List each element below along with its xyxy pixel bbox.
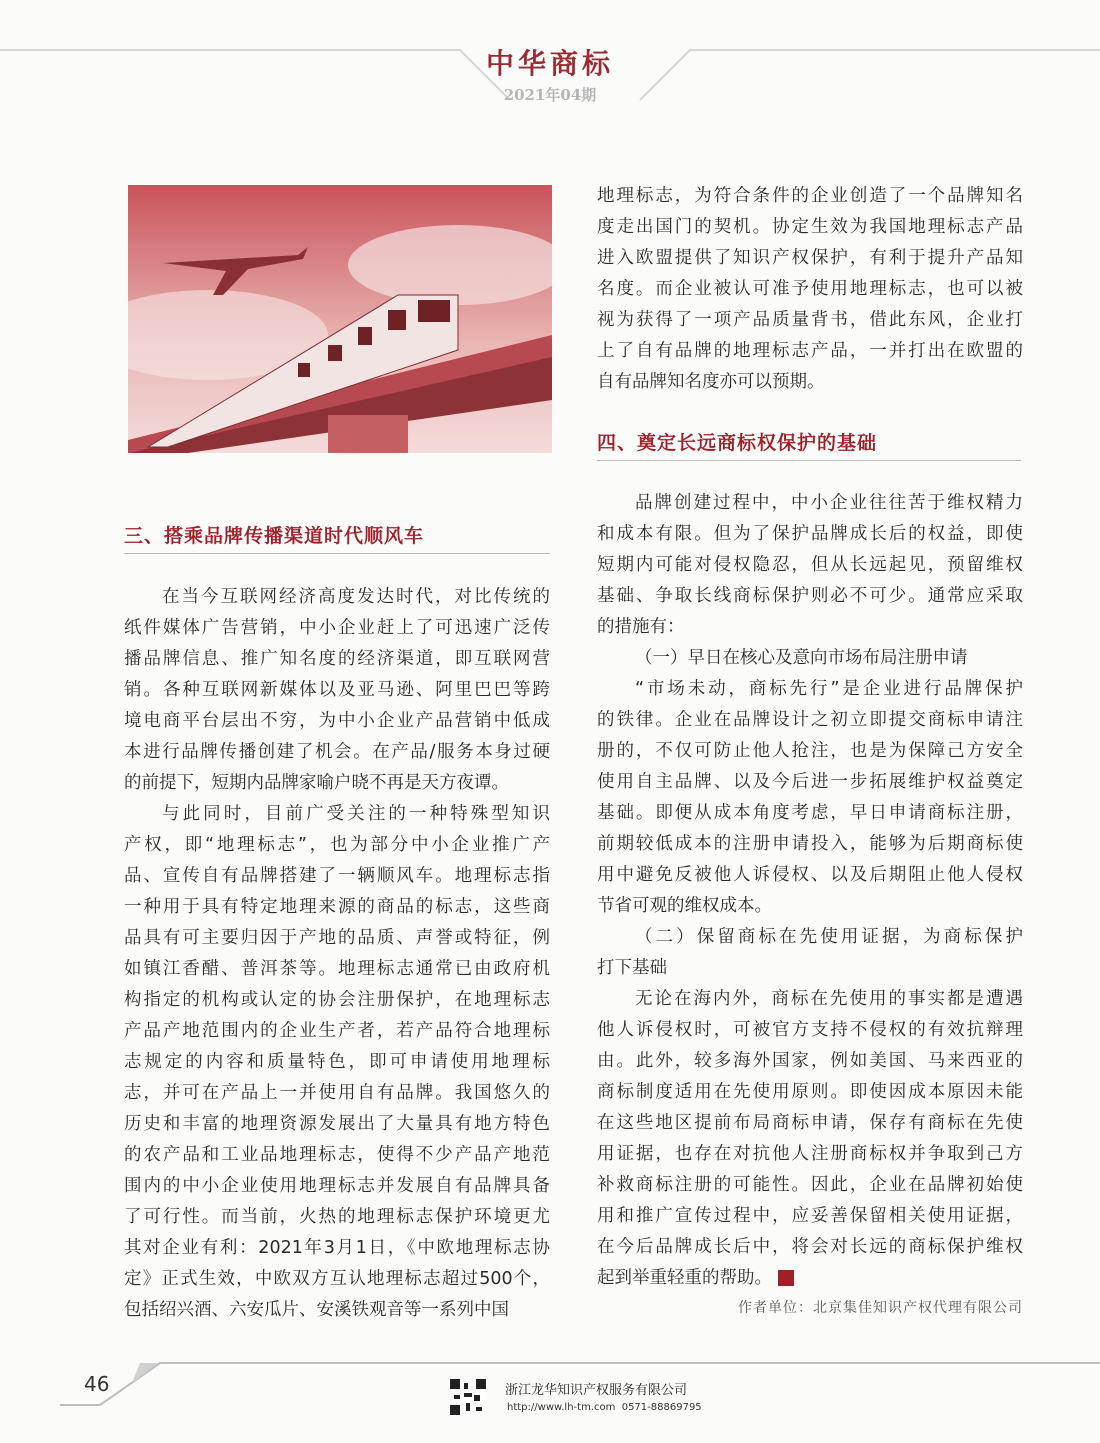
page-number: 46	[84, 1372, 110, 1396]
text-line: 基础。即便从成本角度考虑，早日申请商标注册，	[597, 803, 1023, 823]
text-line: 历史和丰富的地理资源发展出了大量具有地方特色	[124, 1114, 550, 1134]
text-line: 册的，不仅可防止他人抢注，也是为保障己方安全	[597, 741, 1023, 761]
text-line: 定》正式生效，中欧双方互认地理标志超过500个，	[124, 1269, 550, 1289]
text-line: 的农产品和工业品地理标志，使得不少产品产地范	[124, 1145, 550, 1165]
text-line: 短期内可能对侵权隐忍，但从长远起见，预留维权	[597, 555, 1023, 575]
text-line: 包括绍兴酒、六安瓜片、安溪铁观音等一系列中国	[124, 1300, 509, 1320]
text-line: 使用自主品牌、以及今后进一步拓展维护权益奠定	[597, 772, 1023, 792]
footer-company: 浙江龙华知识产权服务有限公司	[505, 1383, 688, 1398]
text-line: “市场未动，商标先行”是企业进行品牌保护	[635, 679, 1023, 699]
text-line: 与此同时，目前广受关注的一种特殊型知识	[162, 804, 550, 824]
text-line: 播品牌信息、推广知名度的经济渠道，即互联网营	[124, 649, 550, 669]
magazine-title: 中华商标	[485, 47, 614, 80]
right-column	[597, 181, 1023, 1317]
qr-code-icon	[450, 1379, 486, 1415]
text-line: 前期较低成本的注册申请投入，能够为后期商标使	[597, 834, 1023, 854]
text-line: （一）早日在核心及意向市场布局注册申请	[635, 648, 968, 668]
text-line: 构指定的机构或认定的协会注册保护，在地理标志	[124, 990, 550, 1010]
issue-label: 2021年04期	[503, 86, 597, 104]
text-line: 自有品牌知名度亦可以预期。	[597, 372, 825, 392]
text-line: 基础、争取长线商标保护则必不可少。通常应采取	[597, 586, 1023, 606]
text-line: 商标制度适用在先使用原则。即使因成本原因未能	[597, 1082, 1023, 1102]
text-line: 视为获得了一项产品质量背书，借此东风，企业打	[597, 310, 1023, 330]
text-line: 销。各种互联网新媒体以及亚马逊、阿里巴巴等跨	[124, 680, 550, 700]
text-line: 打下基础	[597, 958, 667, 978]
text-line: 品牌创建过程中，中小企业往往苦于维权精力	[635, 493, 1023, 513]
text-line: 名度。而企业被认可准予使用地理标志，也可以被	[597, 279, 1023, 299]
text-line: 起到举重轻重的帮助。	[597, 1263, 1023, 1294]
text-line: 由。此外，较多海外国家，例如美国、马来西亚的	[597, 1051, 1023, 1071]
left-body	[124, 582, 550, 1326]
text-line: （二）保留商标在先使用证据，为商标保护	[635, 927, 1023, 947]
text-line: 境电商平台层出不穷，为中小企业产品营销中低成	[124, 711, 550, 731]
text-line: 用中避免反被他人诉侵权、以及后期阻止他人侵权	[597, 865, 1023, 885]
right-continuation	[597, 181, 1023, 398]
text-line: 地理标志，为符合条件的企业创造了一个品牌知名	[597, 186, 1023, 206]
text-line: 补救商标注册的可能性。因此，企业在品牌初始使	[597, 1175, 1023, 1195]
text-line: 的措施有：	[597, 617, 685, 637]
text-line: 无论在海内外，商标在先使用的事实都是遭遇	[635, 989, 1023, 1009]
text-line: 本进行品牌传播创建了机会。在产品/服务本身过硬	[124, 742, 550, 762]
text-line: 上了自有品牌的地理标志产品，一并打出在欧盟的	[597, 341, 1023, 361]
text-line: 纸件媒体广告营销，中小企业赶上了可迅速广泛传	[124, 618, 550, 638]
text-line: 和成本有限。但为了保护品牌成长后的权益，即使	[597, 524, 1023, 544]
right-body	[597, 488, 1023, 1294]
text-line: 一种用于具有特定地理来源的商品的标志，这些商	[124, 897, 550, 917]
text-line: 节省可观的维权成本。	[597, 896, 772, 916]
left-column	[124, 519, 550, 1326]
text-line: 志规定的内容和质量特色，即可申请使用地理标	[124, 1052, 550, 1072]
text-line: 在当今互联网经济高度发达时代，对比传统的	[162, 587, 550, 607]
text-line: 如镇江香醋、普洱茶等。地理标志通常已由政府机	[124, 959, 550, 979]
footer-contact[interactable]: http://www.lh-tm.com 0571-88869795	[507, 1402, 702, 1413]
end-mark-icon	[778, 1270, 794, 1286]
text-line: 志，并可在产品上一并使用自有品牌。我国悠久的	[124, 1083, 550, 1103]
text-line: 进入欧盟提供了知识产权保护，有利于提升产品知	[597, 248, 1023, 268]
text-line: 品具有可主要归因于产地的品质、声誉或特征，例	[124, 928, 550, 948]
text-line: 用和推广宣传过程中，应妥善保留相关使用证据，	[597, 1206, 1023, 1226]
text-line: 在今后品牌成长后中，将会对长远的商标保护维权	[597, 1237, 1023, 1257]
text-line: 品、宣传自有品牌搭建了一辆顺风车。地理标志指	[124, 866, 550, 886]
text-line: 在这些地区提前布局商标申请，保存有商标在先使	[597, 1113, 1023, 1133]
text-line: 他人诉侵权时，可被官方支持不侵权的有效抗辩理	[597, 1020, 1023, 1040]
author-affiliation: 作者单位：北京集佳知识产权代理有限公司	[738, 1300, 1023, 1316]
text-line: 其对企业有利：2021年3月1日，《中欧地理标志协	[124, 1238, 550, 1258]
train-plane-photo	[128, 185, 552, 453]
text-line: 了可行性。而当前，火热的地理标志保护环境更尤	[124, 1207, 550, 1227]
section-heading-4: 四、奠定长远商标权保护的基础	[597, 426, 1021, 461]
text-line: 产品产地范围内的企业生产者，若产品符合地理标	[124, 1021, 550, 1041]
section-heading-3: 三、搭乘品牌传播渠道时代顺风车	[124, 519, 550, 554]
text-line: 度走出国门的契机。协定生效为我国地理标志产品	[597, 217, 1023, 237]
text-line: 围内的中小企业使用地理标志并发展自有品牌具备	[124, 1176, 550, 1196]
text-line: 的前提下，短期内品牌家喻户晓不再是天方夜谭。	[124, 773, 509, 793]
text-line: 用证据，也存在对抗他人注册商标权并争取到己方	[597, 1144, 1023, 1164]
text-line: 的铁律。企业在品牌设计之初立即提交商标申请注	[597, 710, 1023, 730]
text-line: 产权，即“地理标志”，也为部分中小企业推广产	[124, 835, 550, 855]
